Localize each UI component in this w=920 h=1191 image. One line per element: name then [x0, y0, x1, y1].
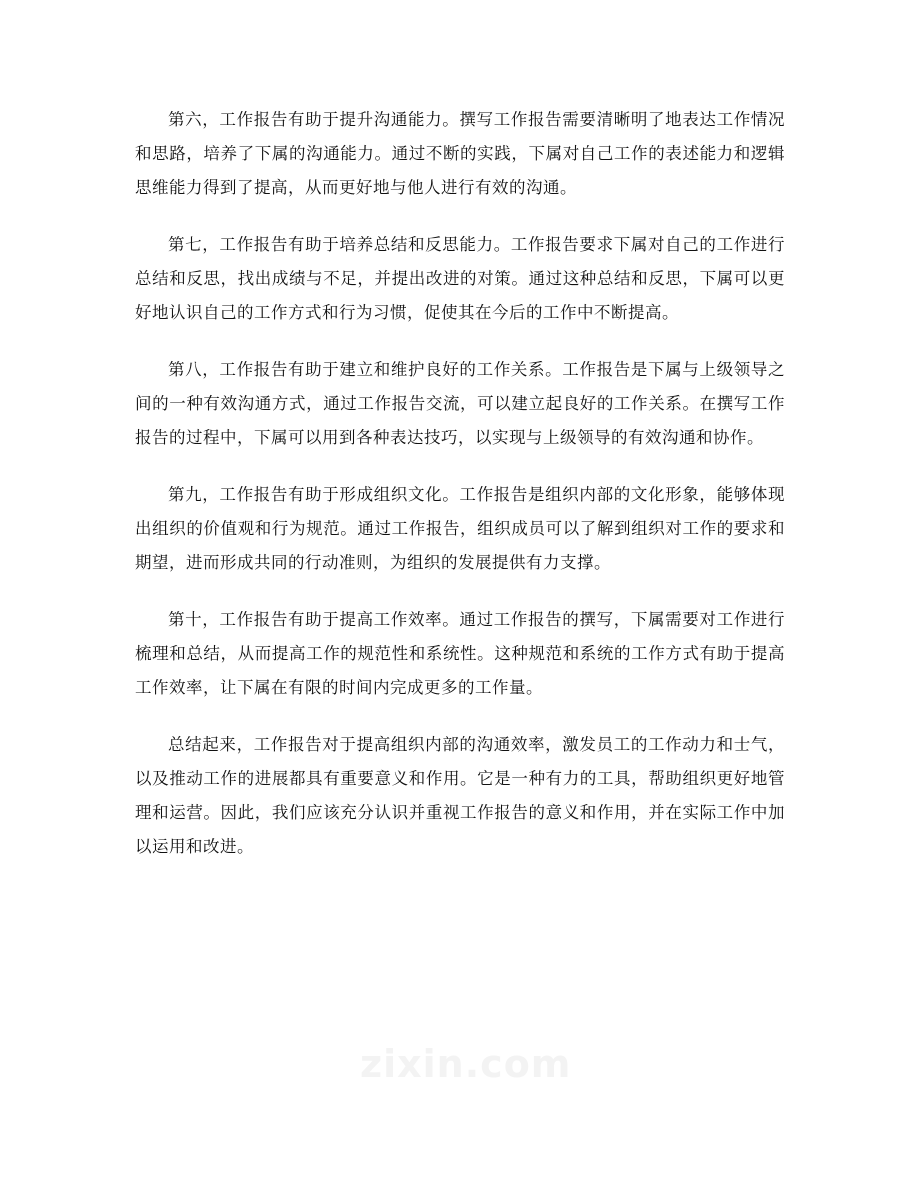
- paragraph-sixth: 第六，工作报告有助于提升沟通能力。撰写工作报告需要清晰明了地表达工作情况和思路，培养了下属的沟通能力。通过不断的实践，下属对自己工作的表述能力和逻辑思维能力得到了提高，从而更好地与他人进行有效的沟通。: [135, 110, 785, 197]
- paragraph-seventh: 第七，工作报告有助于培养总结和反思能力。工作报告要求下属对自己的工作进行总结和反思，找出成绩与不足，并提出改进的对策。通过这种总结和反思，下属可以更好地认识自己的工作方式和行为习惯，促使其在今后的工作中不断提高。: [135, 235, 785, 322]
- watermark: zixin.com: [360, 1042, 572, 1086]
- paragraph-tenth: 第十，工作报告有助于提高工作效率。通过工作报告的撰写，下属需要对工作进行梳理和总结，从而提高工作的规范性和系统性。这种规范和系统的工作方式有助于提高工作效率，让下属在有限的时间内完成更多的工作量。: [135, 610, 785, 697]
- paragraph-eighth: 第八，工作报告有助于建立和维护良好的工作关系。工作报告是下属与上级领导之间的一种有效沟通方式，通过工作报告交流，可以建立起良好的工作关系。在撰写工作报告的过程中，下属可以用到各种表达技巧，以实现与上级领导的有效沟通和协作。: [135, 360, 785, 447]
- paragraph-summary: 总结起来，工作报告对于提高组织内部的沟通效率，激发员工的工作动力和士气，以及推动工作的进展都具有重要意义和作用。它是一种有力的工具，帮助组织更好地管理和运营。因此，我们应该充分认识并重视工作报告的意义和作用，并在实际工作中加以运用和改进。: [135, 735, 785, 856]
- document-page: [135, 103, 785, 887]
- paragraph-ninth: 第九，工作报告有助于形成组织文化。工作报告是组织内部的文化形象，能够体现出组织的价值观和行为规范。通过工作报告，组织成员可以了解到组织对工作的要求和期望，进而形成共同的行动准则，为组织的发展提供有力支撑。: [135, 485, 785, 572]
